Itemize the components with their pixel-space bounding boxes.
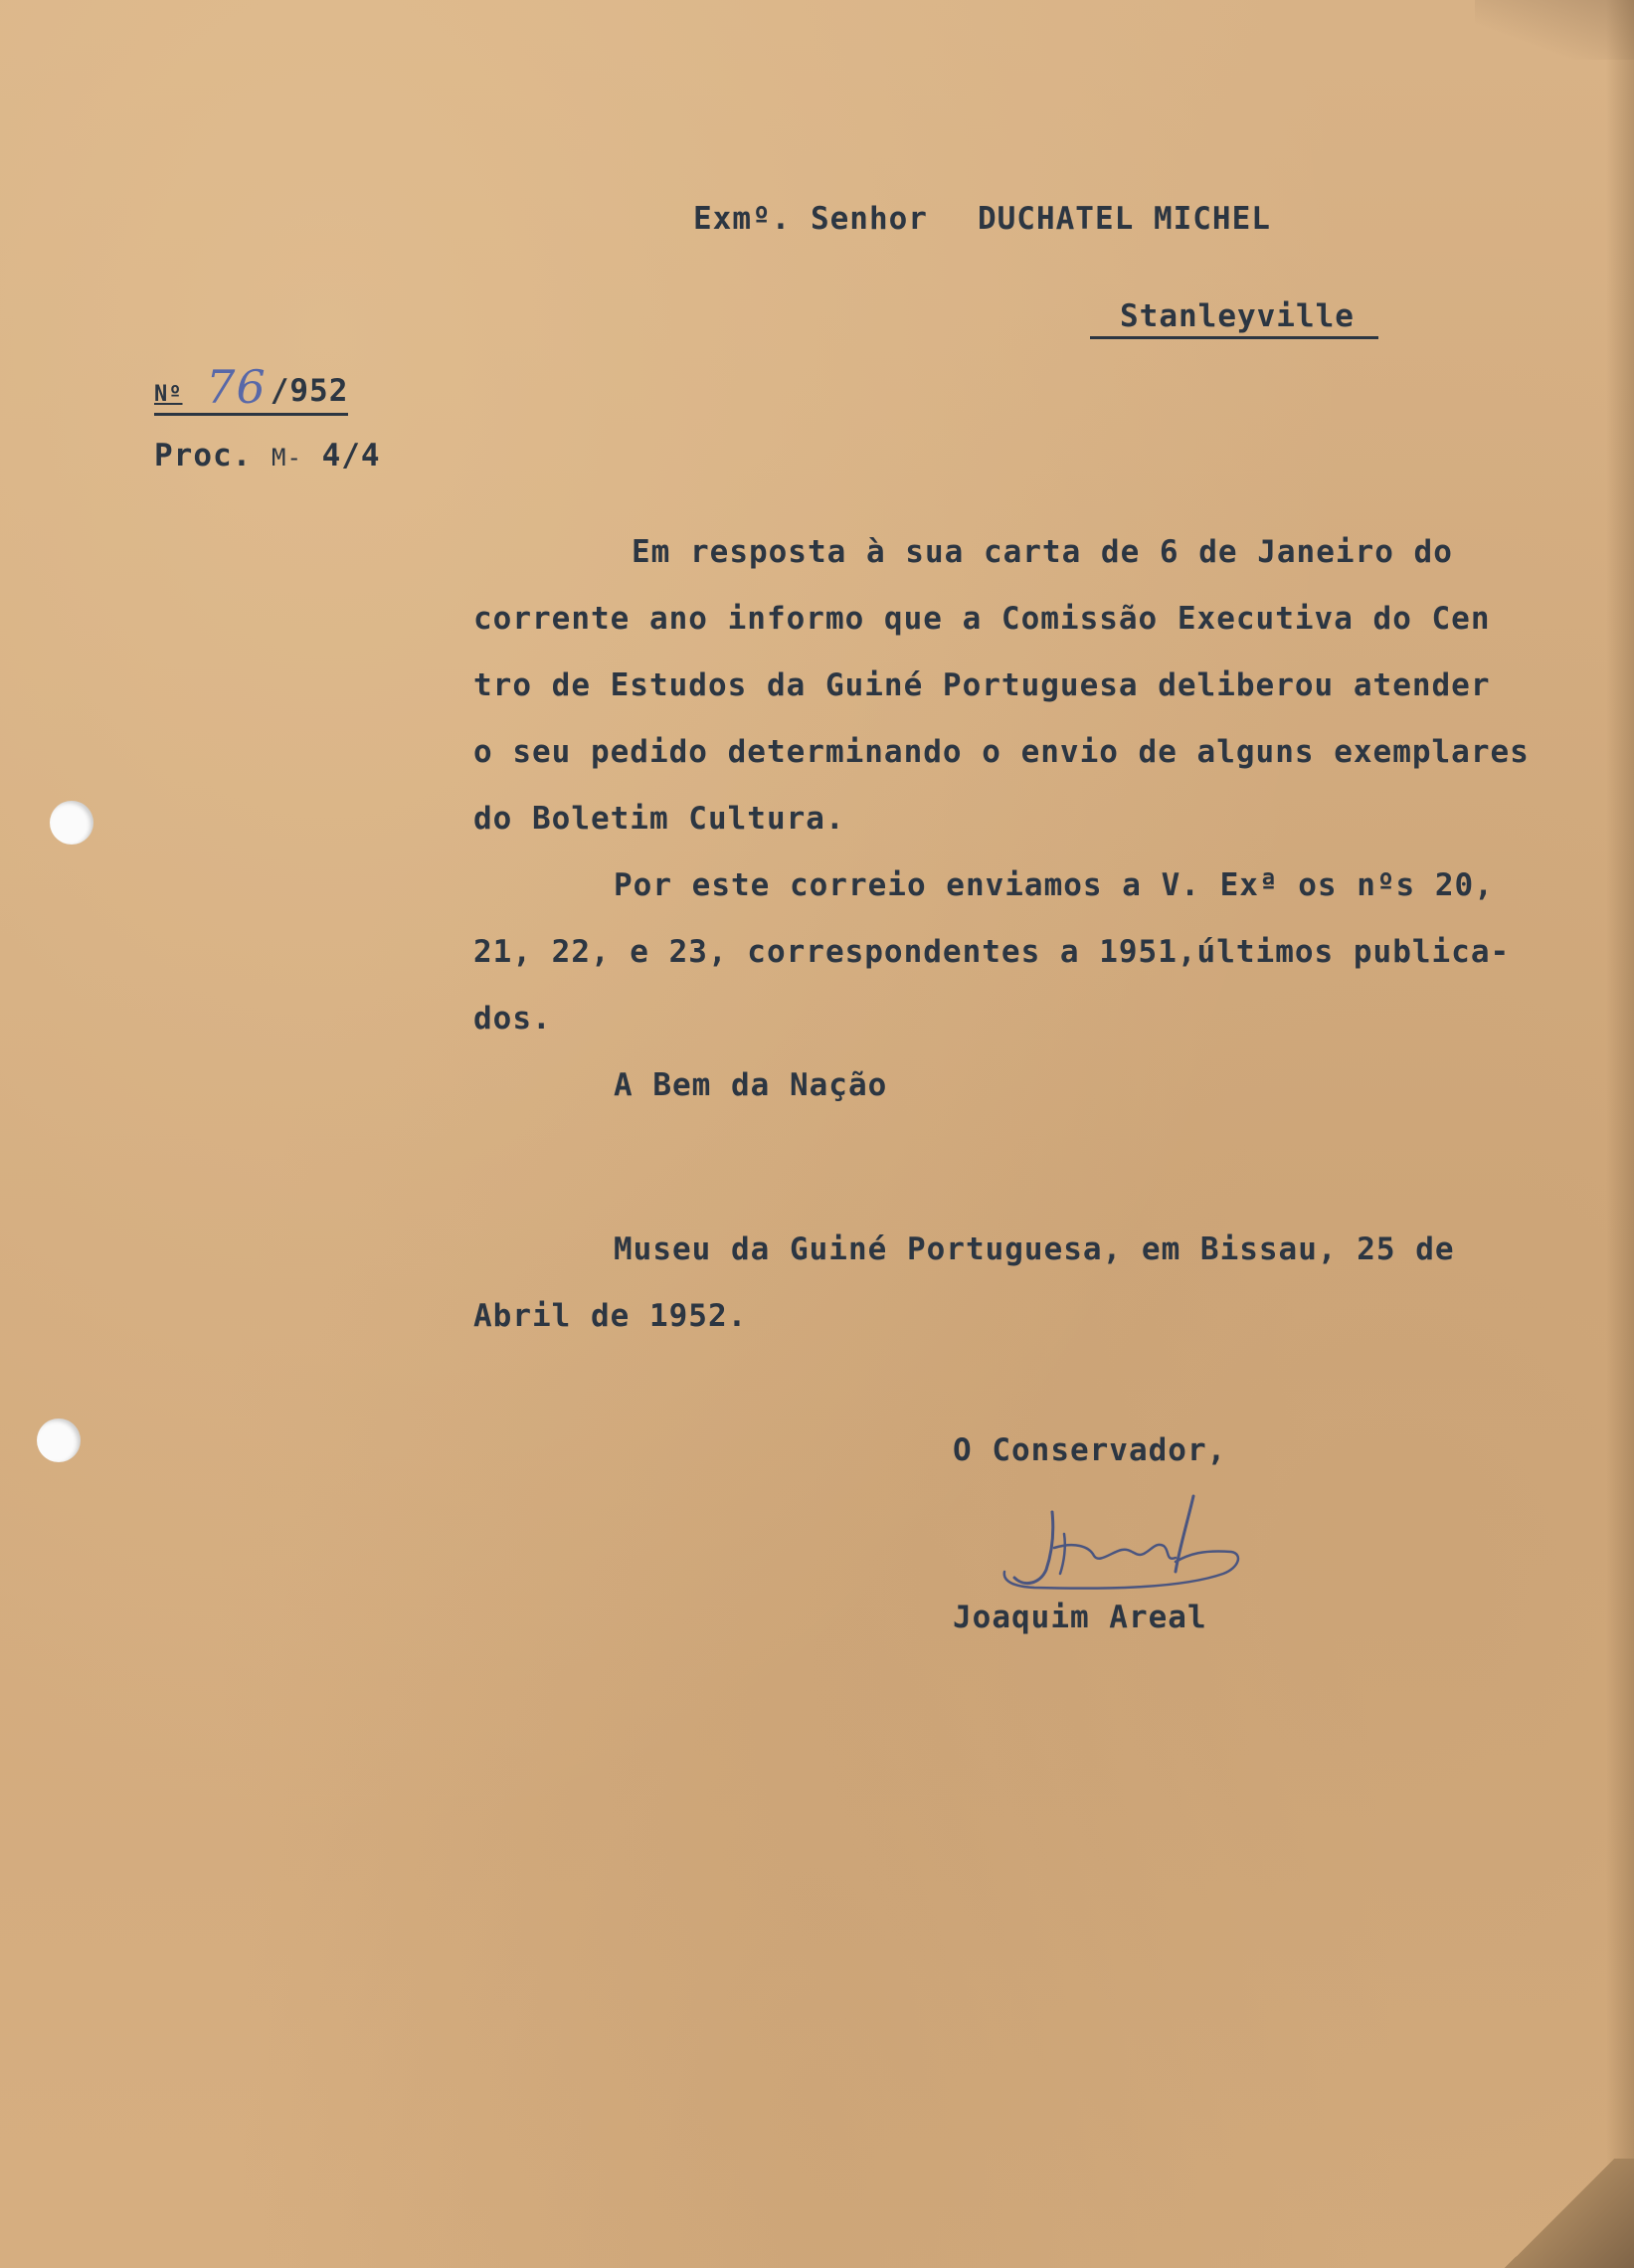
process-code-suffix: 4/4 [321, 438, 381, 473]
body-line: Em resposta à sua carta de 6 de Janeiro do [632, 534, 1453, 570]
signature-icon [995, 1492, 1253, 1602]
body-line: corrente ano informo que a Comissão Executiva do Cen [473, 601, 1491, 637]
reference-number [154, 358, 348, 416]
number-prefix: Nº [154, 382, 183, 407]
closing-formula: A Bem da Nação [614, 1067, 888, 1103]
process-reference [154, 438, 381, 473]
paper-curled-corner [1485, 2159, 1634, 2268]
body-line: 21, 22, e 23, correspondentes a 1951,últimos publica- [473, 934, 1511, 970]
punch-hole-icon [37, 1418, 81, 1462]
salutation: Exmº. Senhor [693, 201, 928, 237]
signatory-name: Joaquim Areal [953, 1600, 1207, 1635]
handwritten-number: 76 [206, 360, 267, 414]
place-date-line: Abril de 1952. [473, 1298, 748, 1334]
body-line: o seu pedido determinando o envio de alguns exemplares [473, 734, 1530, 770]
body-line: do Boletim Cultura. [473, 801, 845, 837]
number-year: /952 [270, 373, 349, 409]
paper-edge-shadow [1606, 0, 1634, 2268]
body-line: tro de Estudos da Guiné Portuguesa deliberou atender [473, 667, 1491, 703]
addressee-line [693, 201, 1271, 237]
punch-hole-icon [50, 801, 93, 845]
process-code-prefix: M- [272, 444, 302, 472]
body-line: Por este correio enviamos a V. Exª os nºs 20, [614, 867, 1494, 903]
place-date-line: Museu da Guiné Portuguesa, em Bissau, 25 de [614, 1231, 1455, 1267]
body-line: dos. [473, 1001, 552, 1037]
process-label: Proc. [154, 438, 253, 473]
recipient-city: Stanleyville [1090, 298, 1378, 339]
recipient-name: DUCHATEL MICHEL [977, 201, 1271, 237]
signatory-title: O Conservador, [953, 1432, 1227, 1468]
